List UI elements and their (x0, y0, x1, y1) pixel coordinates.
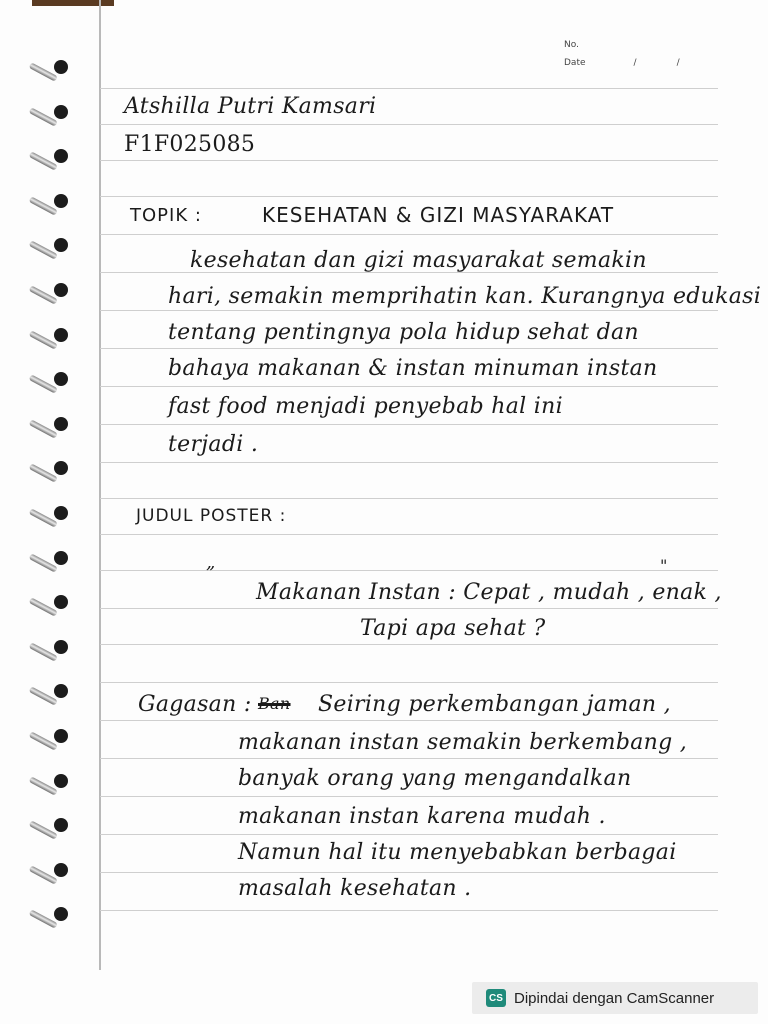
ruled-line (100, 310, 718, 311)
spiral-ring (30, 903, 70, 925)
close-quote: " (660, 556, 668, 575)
poster-title-line: Makanan Instan : Cepat , mudah , enak , (256, 580, 722, 605)
ruled-line (100, 424, 718, 425)
idea-line: masalah kesehatan . (238, 876, 472, 901)
topic-line: hari, semakin memprihatin kan. Kurangnya edukasi (168, 284, 762, 309)
spiral-ring (30, 190, 70, 212)
spiral-ring (30, 502, 70, 524)
date-separator: / (676, 58, 680, 68)
topic-line: tentang pentingnya pola hidup sehat dan (168, 320, 639, 345)
ruled-line (100, 720, 718, 721)
idea-line: Namun hal itu menyebabkan berbagai (238, 840, 677, 865)
spiral-ring (30, 680, 70, 702)
ruled-line (100, 758, 718, 759)
idea-struck-word: Ban (258, 694, 291, 713)
ruled-line (100, 570, 718, 571)
date-label: Date (564, 58, 586, 68)
spiral-ring (30, 101, 70, 123)
poster-label: JUDUL POSTER : (136, 506, 287, 526)
open-quote: „ (206, 552, 216, 573)
spiral-ring (30, 547, 70, 569)
spiral-ring (30, 324, 70, 346)
spiral-ring (30, 145, 70, 167)
margin-line (99, 0, 101, 970)
spiral-ring (30, 725, 70, 747)
spiral-ring (30, 457, 70, 479)
spiral-ring (30, 591, 70, 613)
topic-title: KESEHATAN & GIZI MASYARAKAT (262, 203, 615, 227)
ruled-line (100, 608, 718, 609)
ruled-line (100, 834, 718, 835)
idea-line: banyak orang yang mengandalkan (238, 766, 632, 791)
ruled-line (100, 196, 718, 197)
spiral-ring (30, 234, 70, 256)
ruled-line (100, 124, 718, 125)
no-label: No. (564, 40, 579, 50)
spiral-ring (30, 56, 70, 78)
ruled-line (100, 682, 718, 683)
student-id: F1F025085 (124, 132, 256, 157)
poster-title-line: Tapi apa sehat ? (360, 616, 546, 641)
spiral-ring (30, 859, 70, 881)
binding-strip (32, 0, 114, 6)
spiral-ring (30, 368, 70, 390)
ruled-line (100, 386, 718, 387)
spiral-ring (30, 413, 70, 435)
spiral-ring (30, 770, 70, 792)
date-separator: / (633, 58, 637, 68)
idea-label: Gagasan : (138, 692, 252, 717)
topic-line: kesehatan dan gizi masyarakat semakin (190, 248, 647, 273)
ruled-line (100, 234, 718, 235)
ruled-line (100, 644, 718, 645)
camscanner-text: Dipindai dengan CamScanner (514, 989, 715, 1007)
spiral-ring (30, 814, 70, 836)
page-header (564, 36, 714, 72)
camscanner-logo-icon: CS (486, 989, 506, 1007)
ruled-line (100, 462, 718, 463)
ruled-line (100, 872, 718, 873)
ruled-line (100, 796, 718, 797)
ruled-line (100, 88, 718, 89)
ruled-line (100, 534, 718, 535)
topic-label: TOPIK : (130, 205, 202, 226)
spiral-ring (30, 279, 70, 301)
topic-line: terjadi . (168, 432, 259, 457)
camscanner-watermark (472, 982, 758, 1014)
topic-line: fast food menjadi penyebab hal ini (168, 394, 563, 419)
spiral-ring (30, 636, 70, 658)
idea-line: makanan instan karena mudah . (238, 804, 606, 829)
student-name: Atshilla Putri Kamsari (124, 94, 377, 119)
idea-line: Seiring perkembangan jaman , (318, 692, 671, 717)
idea-line: makanan instan semakin berkembang , (238, 730, 688, 755)
ruled-line (100, 910, 718, 911)
ruled-line (100, 348, 718, 349)
ruled-line (100, 498, 718, 499)
topic-line: bahaya makanan & instan minuman instan (168, 356, 658, 381)
ruled-line (100, 160, 718, 161)
